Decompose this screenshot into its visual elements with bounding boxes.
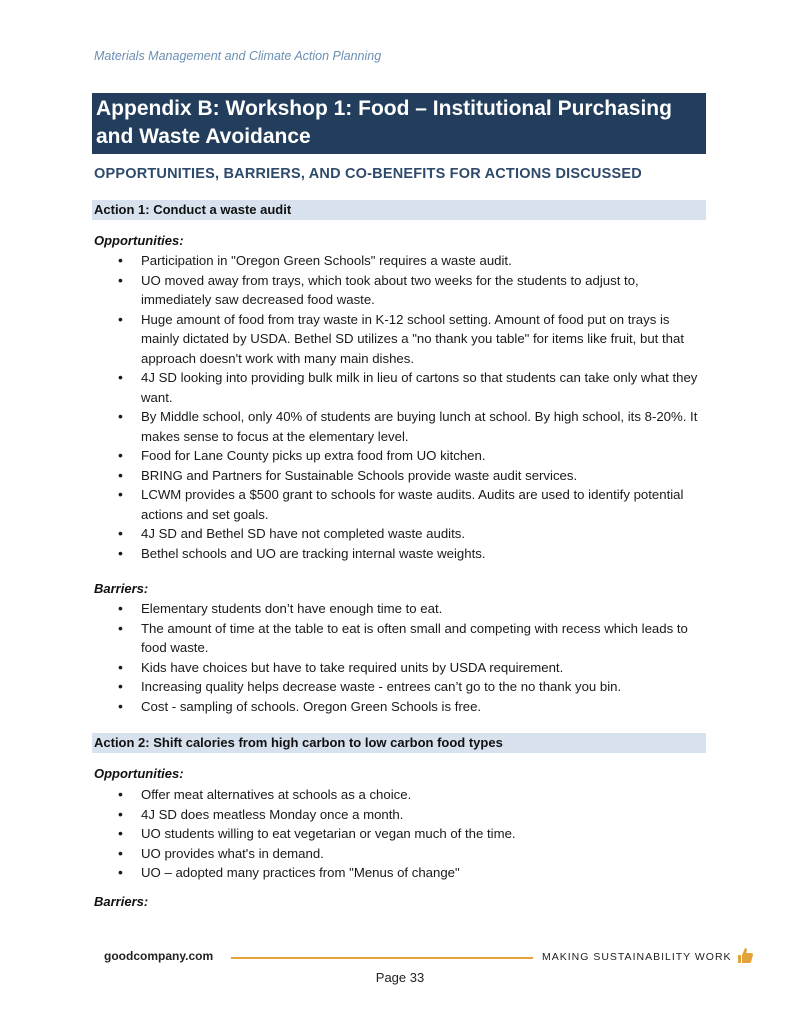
action-2-opportunities-label: Opportunities: <box>94 766 184 781</box>
list-item: • Elementary students don’t have enough time to eat. <box>118 599 703 619</box>
action-1-barriers-label: Barriers: <box>94 581 149 596</box>
list-item: • The amount of time at the table to eat is often small and competing with recess which leads to food waste. <box>118 619 703 658</box>
action-1-opportunities-list <box>118 251 703 563</box>
list-item: • 4J SD does meatless Monday once a month. <box>118 805 703 825</box>
page-number: Page 33 <box>375 970 425 985</box>
footer-divider <box>231 957 533 959</box>
action-2-barriers-label: Barriers: <box>94 894 149 909</box>
list-item: • UO students willing to eat vegetarian or vegan much of the time. <box>118 824 703 844</box>
list-item: • Food for Lane County picks up extra food from UO kitchen. <box>118 446 703 466</box>
list-item: • Increasing quality helps decrease waste - entrees can’t go to the no thank you bin. <box>118 677 703 697</box>
list-item: • Cost - sampling of schools. Oregon Green Schools is free. <box>118 697 703 717</box>
thumbs-up-icon <box>736 946 754 964</box>
action-1-barriers-list <box>118 599 703 716</box>
footer-tagline: MAKING SUSTAINABILITY WORK <box>542 951 732 963</box>
list-item: • UO provides what's in demand. <box>118 844 703 864</box>
section-title: OPPORTUNITIES, BARRIERS, AND CO-BENEFITS FOR ACTIONS DISCUSSED <box>94 166 642 182</box>
list-item: • LCWM provides a $500 grant to schools for waste audits. Audits are used to identify potential actions and set goals. <box>118 485 703 524</box>
list-item: • BRING and Partners for Sustainable Schools provide waste audit services. <box>118 466 703 486</box>
running-header: Materials Management and Climate Action Planning <box>94 49 382 63</box>
action-2-title: Action 2: Shift calories from high carbon to low carbon food types <box>92 733 706 753</box>
action-1-title: Action 1: Conduct a waste audit <box>92 200 706 220</box>
list-item: • UO – adopted many practices from "Menus of change" <box>118 863 703 883</box>
action-1-opportunities-label: Opportunities: <box>94 233 184 248</box>
list-item: • Participation in "Oregon Green Schools" requires a waste audit. <box>118 251 703 271</box>
list-item: • UO moved away from trays, which took about two weeks for the students to adjust to, immediately saw decreased food waste. <box>118 271 703 310</box>
list-item: • By Middle school, only 40% of students are buying lunch at school. By high school, its 8-20%. It makes sense to focus at the elementary level. <box>118 407 703 446</box>
list-item: • 4J SD looking into providing bulk milk in lieu of cartons so that students can take only what they want. <box>118 368 703 407</box>
list-item: • Bethel schools and UO are tracking internal waste weights. <box>118 544 703 564</box>
footer-website: goodcompany.com <box>104 949 214 963</box>
list-item: • 4J SD and Bethel SD have not completed waste audits. <box>118 524 703 544</box>
action-2-opportunities-list <box>118 785 703 883</box>
appendix-title: Appendix B: Workshop 1: Food – Institutional Purchasing and Waste Avoidance <box>92 93 706 154</box>
list-item: • Kids have choices but have to take required units by USDA requirement. <box>118 658 703 678</box>
list-item: • Offer meat alternatives at schools as a choice. <box>118 785 703 805</box>
list-item: • Huge amount of food from tray waste in K-12 school setting. Amount of food put on trays is mainly dictated by USDA. Bethel SD utilizes a "no thank you table" for items like fruit, but that approach doesn't work with many main dishes. <box>118 310 703 369</box>
